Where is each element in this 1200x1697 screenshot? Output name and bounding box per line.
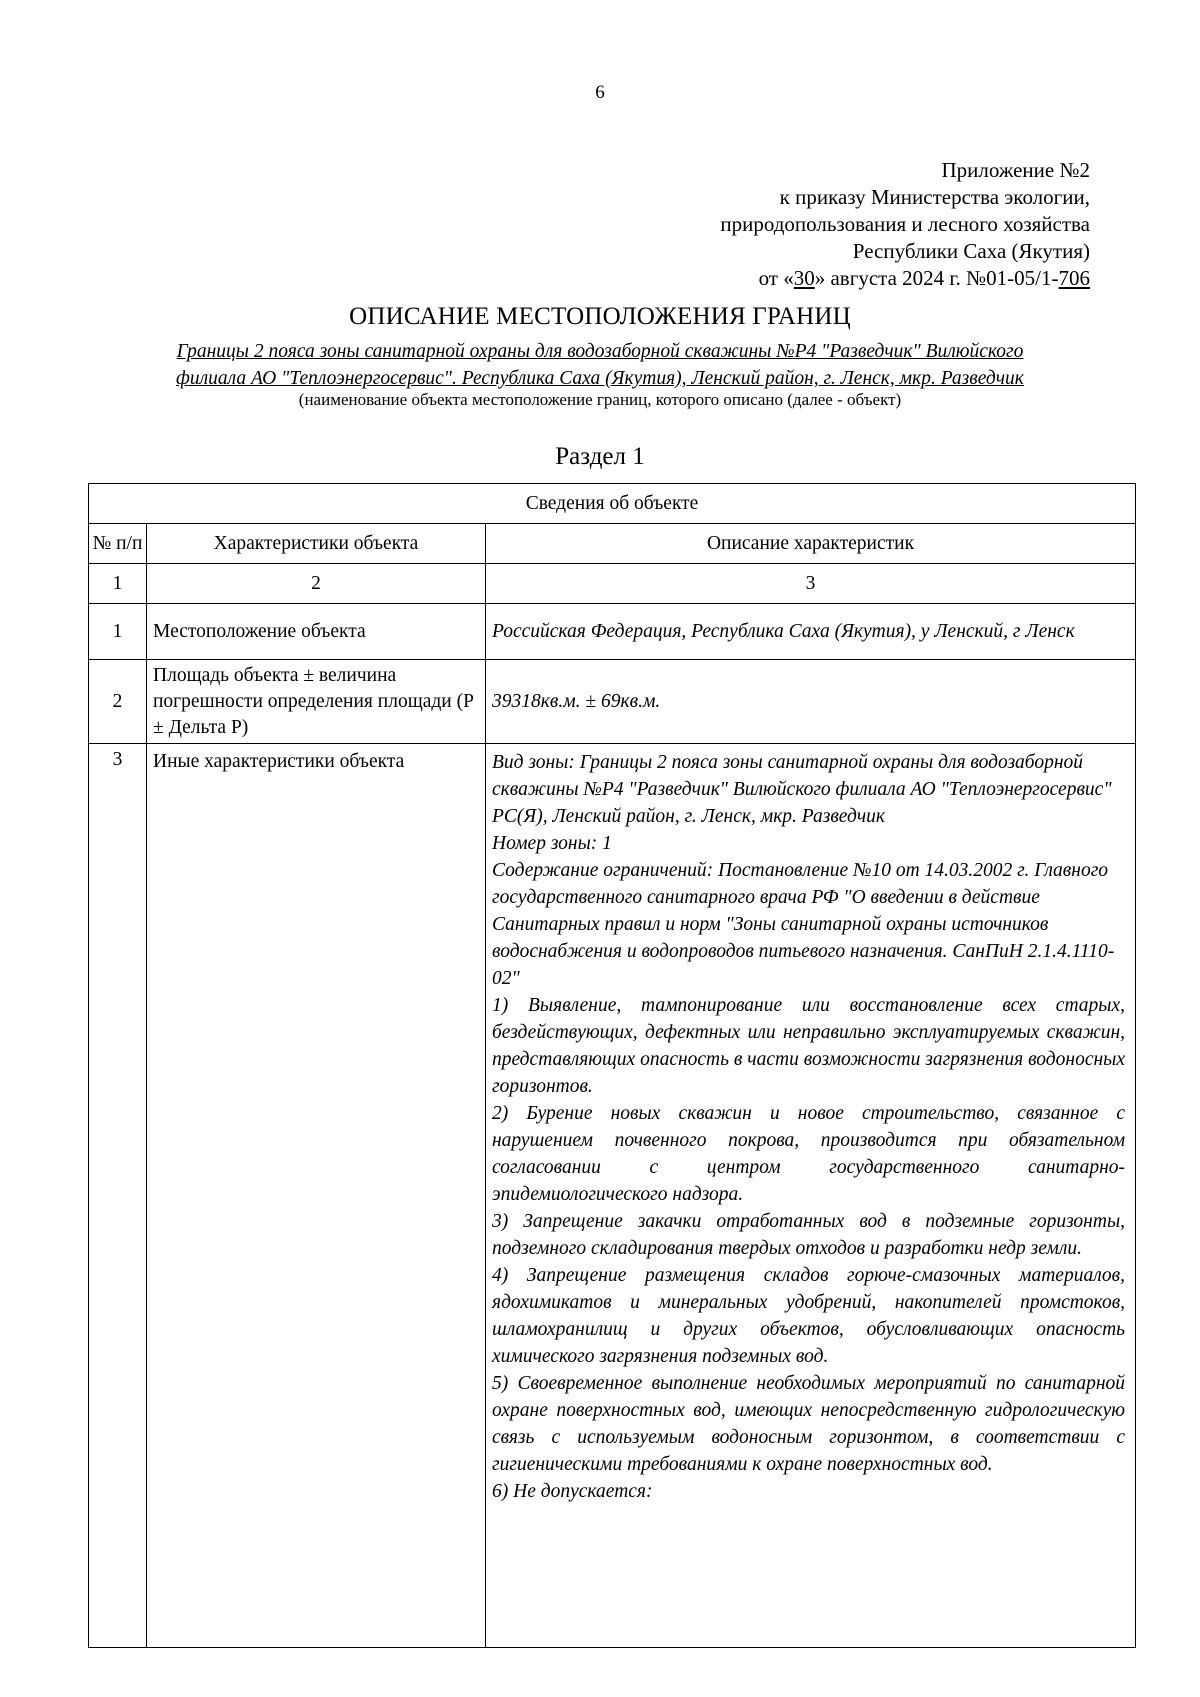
table-caption: Сведения об объекте (89, 484, 1136, 524)
table-header-row (89, 524, 1136, 564)
order-date-prefix: от « (758, 266, 794, 290)
table-row (89, 744, 1136, 1648)
appendix-line-1: Приложение №2 (941, 158, 1090, 182)
table-row (89, 660, 1136, 744)
table-caption-row (89, 484, 1136, 524)
zone-number: Номер зоны: 1 (492, 833, 612, 854)
page-number: 6 (595, 82, 605, 103)
row-number: 3 (89, 744, 147, 1648)
restrictions-content: Содержание ограничений: Постановление №10 от 14.03.2002 г. Главного государственного санитарного врача РФ "О введении в действие Санитарных правил и норм "Зоны санитарной охраны источников водоснабжения и водопроводов питьевого назначения. СанПиН 2.1.4.1110-02" (492, 860, 1115, 989)
row-description (486, 744, 1136, 1648)
row-number: 2 (89, 660, 147, 744)
document-title: ОПИСАНИЕ МЕСТОПОЛОЖЕНИЯ ГРАНИЦ (349, 303, 851, 330)
header-description: Описание характеристик (486, 524, 1136, 564)
column-number: 1 (89, 564, 147, 604)
restriction-item: 3) Запрещение закачки отработанных вод в подземные горизонты, подземного складирования твердых отходов и разработки недр земли. (492, 1211, 1126, 1259)
zone-type: Вид зоны: Границы 2 пояса зоны санитарной охраны для водозаборной скважины №Р4 "Разведчик" Вилюйского филиала АО "Теплоэнергосервис" РС(Я), Ленский район, г. Ленск, мкр. Разведчик (492, 752, 1112, 827)
restriction-item: 1) Выявление, тампонирование или восстановление всех старых, бездействующих, дефектных или неправильно эксплуатируемых скважин, представляющих опасность в части возможности загрязнения водоносных горизонтов. (492, 995, 1126, 1097)
restriction-item: 5) Своевременное выполнение необходимых мероприятий по санитарной охране поверхностных вод, имеющих непосредственную гидрологическую связь с используемым водоносным горизонтом, в соответствии с гигиеническими требованиями к охране поверхностных вод. (492, 1373, 1126, 1475)
object-name-line-2: филиала АО "Теплоэнергосервис". Республика Саха (Якутия), Ленский район, г. Ленск, мкр. Разведчик (176, 368, 1024, 389)
restriction-item: 4) Запрещение размещения складов горюче-смазочных материалов, ядохимикатов и минеральных удобрений, накопителей промстоков, шламохранилищ и других объектов, обусловливающих опасность химического загрязнения подземных вод. (492, 1265, 1126, 1367)
row-description: Российская Федерация, Республика Саха (Якутия), у Ленский, г Ленск (486, 604, 1136, 660)
order-number: 706 (1058, 266, 1090, 290)
row-characteristic: Площадь объекта ± величина погрешности определения площади (Р ± Дельта Р) (147, 660, 486, 744)
object-name-caption: (наименование объекта местоположение границ, которого описано (далее - объект) (298, 390, 902, 409)
header-number: № п/п (89, 524, 147, 564)
table-row (89, 604, 1136, 660)
section-title: Раздел 1 (555, 443, 645, 470)
header-characteristic: Характеристики объекта (147, 524, 486, 564)
column-number: 3 (486, 564, 1136, 604)
row-number: 1 (89, 604, 147, 660)
order-date-mid: » августа 2024 г. №01-05/1- (814, 266, 1059, 290)
appendix-line-4: Республики Саха (Якутия) (852, 239, 1090, 263)
object-info-table (88, 483, 1136, 1648)
row-characteristic: Местоположение объекта (147, 604, 486, 660)
row-characteristic: Иные характеристики объекта (147, 744, 486, 1648)
restriction-item: 6) Не допускается: (492, 1481, 653, 1502)
appendix-line-2: к приказу Министерства экологии, (779, 185, 1090, 209)
object-name-line-1: Границы 2 пояса зоны санитарной охраны для водозаборной скважины №Р4 "Разведчик" Вилюйского (176, 341, 1024, 362)
column-number: 2 (147, 564, 486, 604)
order-day: 30 (793, 266, 815, 290)
appendix-order-date (570, 265, 1090, 292)
appendix-header (570, 157, 1090, 292)
row-description: 39318кв.м. ± 69кв.м. (486, 660, 1136, 744)
appendix-line-3: природопользования и лесного хозяйства (720, 212, 1090, 236)
restriction-item: 2) Бурение новых скважин и новое строительство, связанное с нарушением почвенного покрова, производится при обязательном согласовании с центром государственного санитарно-эпидемиологического надзора. (492, 1103, 1126, 1205)
column-number-row (89, 564, 1136, 604)
object-name (110, 338, 1090, 392)
